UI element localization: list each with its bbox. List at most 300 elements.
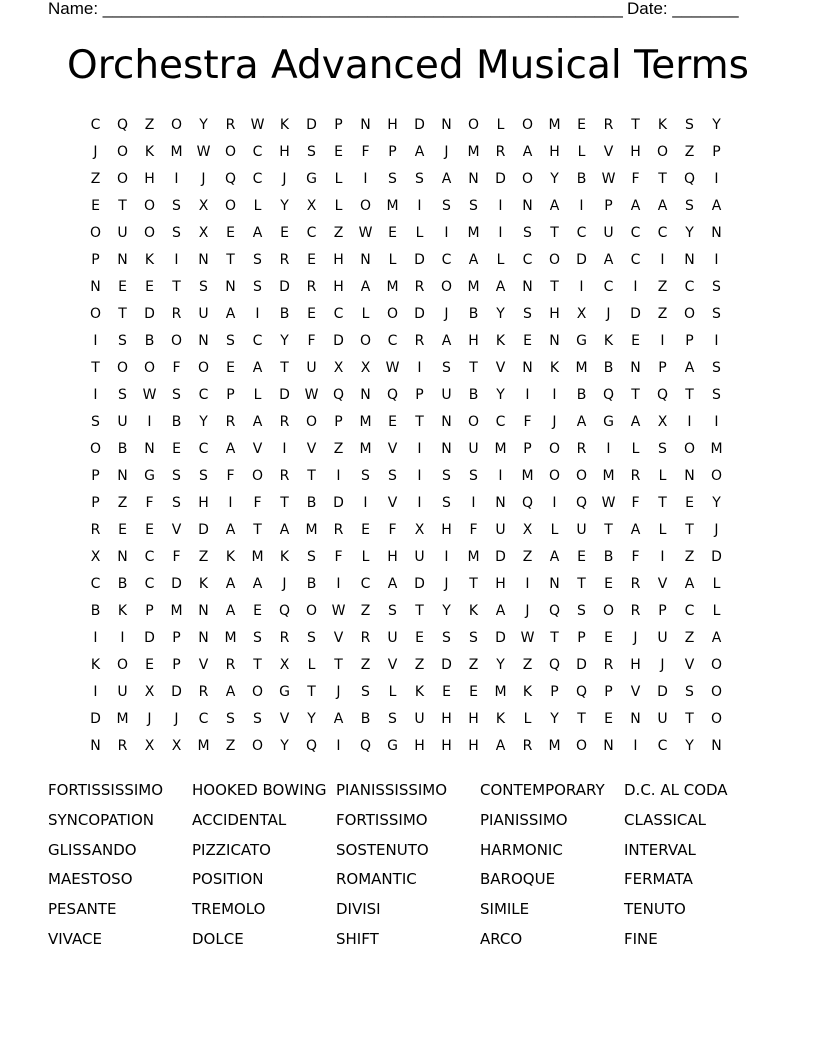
grid-letter[interactable]: I [363,171,368,187]
grid-letter[interactable]: S [577,603,586,619]
grid-letter[interactable]: O [170,333,183,349]
grid-letter[interactable]: S [172,468,181,484]
grid-letter[interactable]: Q [521,495,534,511]
grid-letter[interactable]: M [170,603,183,619]
grid-letter[interactable]: I [660,333,665,349]
grid-letter[interactable]: V [387,495,398,511]
grid-letter[interactable]: S [442,360,451,376]
grid-letter[interactable]: G [603,414,614,430]
grid-letter[interactable]: E [604,630,613,646]
grid-letter[interactable]: R [522,738,533,754]
grid-letter[interactable]: T [631,117,640,133]
grid-letter[interactable]: I [579,198,584,214]
grid-letter[interactable]: H [468,333,479,349]
grid-letter[interactable]: Q [224,171,237,187]
grid-letter[interactable]: O [197,360,210,376]
grid-letter[interactable]: S [469,198,478,214]
grid-letter[interactable]: S [658,441,667,457]
grid-letter[interactable]: V [279,711,290,727]
grid-letter[interactable]: O [548,441,561,457]
grid-letter[interactable]: X [198,198,209,214]
grid-letter[interactable]: O [467,117,480,133]
grid-letter[interactable]: S [253,711,262,727]
grid-letter[interactable]: E [307,252,316,268]
grid-letter[interactable]: S [442,630,451,646]
grid-letter[interactable]: B [306,495,317,511]
grid-letter[interactable]: X [360,360,371,376]
grid-letter[interactable]: J [93,144,98,160]
grid-letter[interactable]: B [603,360,614,376]
grid-letter[interactable]: A [684,576,695,592]
grid-letter[interactable]: P [604,198,613,214]
grid-letter[interactable]: C [657,225,668,241]
grid-letter[interactable]: I [498,198,503,214]
grid-letter[interactable]: I [687,414,692,430]
grid-letter[interactable]: Z [468,657,479,673]
grid-letter[interactable]: E [280,225,289,241]
grid-letter[interactable]: I [579,279,584,295]
grid-letter[interactable]: V [171,522,182,538]
grid-letter[interactable]: K [144,144,155,160]
grid-letter[interactable]: T [118,306,127,322]
grid-letter[interactable]: D [576,252,587,268]
grid-letter[interactable]: S [172,495,181,511]
grid-letter[interactable]: S [442,495,451,511]
grid-letter[interactable]: N [630,711,641,727]
grid-letter[interactable]: N [198,630,209,646]
grid-letter[interactable]: W [250,117,265,133]
grid-letter[interactable]: T [415,603,424,619]
grid-letter[interactable]: E [307,306,316,322]
grid-letter[interactable]: C [333,306,344,322]
grid-letter[interactable]: N [522,198,533,214]
grid-letter[interactable]: I [174,252,179,268]
grid-letter[interactable]: D [333,333,344,349]
grid-letter[interactable]: T [550,279,559,295]
grid-letter[interactable]: K [225,549,236,565]
grid-letter[interactable]: S [118,387,127,403]
grid-letter[interactable]: P [550,684,559,700]
grid-letter[interactable]: R [630,576,641,592]
grid-letter[interactable]: V [306,441,317,457]
grid-letter[interactable]: P [658,603,667,619]
grid-letter[interactable]: R [603,657,614,673]
grid-letter[interactable]: N [117,549,128,565]
grid-letter[interactable]: R [117,738,128,754]
grid-letter[interactable]: N [603,738,614,754]
grid-letter[interactable]: C [144,576,155,592]
grid-letter[interactable]: X [657,414,668,430]
grid-letter[interactable]: R [306,279,317,295]
grid-letter[interactable]: D [279,279,290,295]
grid-letter[interactable]: I [417,360,422,376]
grid-letter[interactable]: S [253,252,262,268]
grid-letter[interactable]: B [468,387,479,403]
grid-letter[interactable]: S [172,198,181,214]
grid-letter[interactable]: A [441,171,452,187]
grid-letter[interactable]: K [468,603,479,619]
grid-letter[interactable]: I [714,414,719,430]
grid-letter[interactable]: I [471,495,476,511]
grid-letter[interactable]: E [226,360,235,376]
grid-letter[interactable]: C [522,252,533,268]
grid-letter[interactable]: X [306,198,317,214]
grid-letter[interactable]: N [441,117,452,133]
grid-letter[interactable]: I [444,225,449,241]
grid-letter[interactable]: K [495,711,506,727]
grid-letter[interactable]: Z [90,171,101,187]
grid-letter[interactable]: S [361,468,370,484]
grid-letter[interactable]: A [333,711,344,727]
grid-letter[interactable]: E [361,522,370,538]
grid-letter[interactable]: Y [685,738,694,754]
grid-letter[interactable]: E [631,333,640,349]
grid-letter[interactable]: G [387,738,398,754]
grid-letter[interactable]: H [495,576,506,592]
grid-letter[interactable]: U [117,225,128,241]
grid-letter[interactable]: T [415,414,424,430]
grid-letter[interactable]: J [552,414,557,430]
grid-letter[interactable]: W [601,495,616,511]
grid-letter[interactable]: S [199,279,208,295]
grid-letter[interactable]: D [144,306,155,322]
grid-letter[interactable]: N [684,468,695,484]
grid-letter[interactable]: T [685,711,694,727]
grid-letter[interactable]: H [387,117,398,133]
grid-letter[interactable]: A [225,522,236,538]
grid-letter[interactable]: C [684,279,695,295]
grid-letter[interactable]: P [334,414,343,430]
grid-letter[interactable]: W [142,387,157,403]
grid-letter[interactable]: U [387,630,398,646]
grid-letter[interactable]: S [307,144,316,160]
grid-letter[interactable]: Z [414,657,425,673]
grid-letter[interactable]: I [714,252,719,268]
grid-letter[interactable]: N [198,333,209,349]
grid-letter[interactable]: Z [522,549,533,565]
grid-letter[interactable]: I [363,495,368,511]
grid-letter[interactable]: B [576,171,587,187]
grid-letter[interactable]: J [525,603,530,619]
grid-letter[interactable]: L [523,711,532,727]
grid-letter[interactable]: K [117,603,128,619]
grid-letter[interactable]: V [387,657,398,673]
grid-letter[interactable]: P [388,144,397,160]
grid-letter[interactable]: S [388,171,397,187]
grid-letter[interactable]: W [331,603,346,619]
grid-letter[interactable]: V [495,360,506,376]
date-field[interactable]: Date: _______ [627,0,739,18]
grid-letter[interactable]: D [495,549,506,565]
grid-letter[interactable]: A [387,576,398,592]
grid-letter[interactable]: S [226,711,235,727]
grid-letter[interactable]: S [712,279,721,295]
grid-letter[interactable]: O [359,198,372,214]
grid-letter[interactable]: L [577,144,586,160]
grid-letter[interactable]: T [469,576,478,592]
grid-letter[interactable]: T [253,657,262,673]
grid-letter[interactable]: D [414,117,425,133]
grid-letter[interactable]: D [306,117,317,133]
grid-letter[interactable]: H [333,279,344,295]
grid-letter[interactable]: R [630,468,641,484]
grid-letter[interactable]: S [469,468,478,484]
grid-letter[interactable]: S [388,468,397,484]
grid-letter[interactable]: N [522,360,533,376]
grid-letter[interactable]: H [279,144,290,160]
grid-letter[interactable]: F [469,522,478,538]
grid-letter[interactable]: G [279,684,290,700]
grid-letter[interactable]: O [143,360,156,376]
grid-letter[interactable]: H [144,171,155,187]
grid-letter[interactable]: A [252,576,263,592]
grid-letter[interactable]: Q [278,603,291,619]
grid-letter[interactable]: L [307,657,316,673]
grid-letter[interactable]: U [414,549,425,565]
grid-letter[interactable]: U [603,225,614,241]
grid-letter[interactable]: C [252,333,263,349]
grid-letter[interactable]: A [225,306,236,322]
grid-letter[interactable]: I [93,630,98,646]
grid-letter[interactable]: T [685,387,694,403]
grid-letter[interactable]: L [496,117,505,133]
grid-letter[interactable]: I [633,738,638,754]
grid-letter[interactable]: V [198,657,209,673]
grid-letter[interactable]: D [441,657,452,673]
grid-letter[interactable]: C [252,144,263,160]
grid-letter[interactable]: S [388,711,397,727]
grid-letter[interactable]: C [630,225,641,241]
grid-letter[interactable]: I [660,252,665,268]
grid-letter[interactable]: D [171,684,182,700]
grid-letter[interactable]: O [521,117,534,133]
grid-letter[interactable]: I [498,225,503,241]
grid-letter[interactable]: Z [360,603,371,619]
grid-letter[interactable]: N [711,738,722,754]
grid-letter[interactable]: H [630,657,641,673]
grid-letter[interactable]: O [386,306,399,322]
grid-letter[interactable]: J [174,711,179,727]
grid-letter[interactable]: B [279,306,290,322]
grid-letter[interactable]: A [495,738,506,754]
grid-letter[interactable]: J [336,684,341,700]
grid-letter[interactable]: R [630,603,641,619]
grid-letter[interactable]: F [631,171,640,187]
grid-letter[interactable]: W [196,144,211,160]
grid-letter[interactable]: S [469,630,478,646]
grid-letter[interactable]: S [712,387,721,403]
grid-letter[interactable]: Z [657,279,668,295]
grid-letter[interactable]: S [685,684,694,700]
grid-letter[interactable]: I [336,468,341,484]
grid-letter[interactable]: I [714,333,719,349]
grid-letter[interactable]: R [414,279,425,295]
grid-letter[interactable]: L [253,387,262,403]
grid-letter[interactable]: E [388,225,397,241]
grid-letter[interactable]: K [198,576,209,592]
grid-letter[interactable]: F [631,495,640,511]
grid-letter[interactable]: T [658,495,667,511]
grid-letter[interactable]: E [145,279,154,295]
grid-letter[interactable]: M [170,144,183,160]
grid-letter[interactable]: J [633,630,638,646]
grid-letter[interactable]: X [144,684,155,700]
grid-letter[interactable]: X [333,360,344,376]
grid-letter[interactable]: C [657,738,668,754]
grid-letter[interactable]: O [683,441,696,457]
grid-letter[interactable]: Z [684,549,695,565]
grid-letter[interactable]: N [117,252,128,268]
grid-letter[interactable]: S [442,198,451,214]
grid-letter[interactable]: E [604,576,613,592]
grid-letter[interactable]: Y [442,603,451,619]
grid-letter[interactable]: M [602,468,615,484]
grid-letter[interactable]: L [253,198,262,214]
grid-letter[interactable]: O [116,360,129,376]
grid-letter[interactable]: I [714,171,719,187]
grid-letter[interactable]: O [359,333,372,349]
grid-letter[interactable]: K [603,333,614,349]
grid-letter[interactable]: X [144,738,155,754]
grid-letter[interactable]: P [91,468,100,484]
grid-letter[interactable]: Z [522,657,533,673]
grid-letter[interactable]: J [714,522,719,538]
grid-letter[interactable]: H [468,738,479,754]
grid-letter[interactable]: S [172,225,181,241]
grid-letter[interactable]: I [552,387,557,403]
grid-letter[interactable]: O [305,414,318,430]
grid-letter[interactable]: N [360,387,371,403]
grid-letter[interactable]: A [225,576,236,592]
grid-letter[interactable]: T [118,198,127,214]
grid-letter[interactable]: U [306,360,317,376]
grid-letter[interactable]: Z [333,441,344,457]
grid-letter[interactable]: E [145,522,154,538]
grid-letter[interactable]: D [333,495,344,511]
grid-letter[interactable]: F [172,360,181,376]
grid-letter[interactable]: R [279,630,290,646]
grid-letter[interactable]: M [548,117,561,133]
grid-letter[interactable]: P [523,441,532,457]
grid-letter[interactable]: A [225,603,236,619]
grid-letter[interactable]: J [282,576,287,592]
grid-letter[interactable]: T [658,171,667,187]
grid-letter[interactable]: D [576,657,587,673]
grid-letter[interactable]: X [576,306,587,322]
grid-letter[interactable]: O [575,468,588,484]
grid-letter[interactable]: I [336,738,341,754]
grid-letter[interactable]: Y [496,387,505,403]
grid-letter[interactable]: A [630,522,641,538]
grid-letter[interactable]: L [658,522,667,538]
grid-letter[interactable]: R [279,414,290,430]
grid-letter[interactable]: E [226,225,235,241]
grid-letter[interactable]: Q [116,117,129,133]
grid-letter[interactable]: N [549,333,560,349]
grid-letter[interactable]: U [117,414,128,430]
grid-letter[interactable]: E [118,522,127,538]
grid-letter[interactable]: W [358,225,373,241]
grid-letter[interactable]: I [633,279,638,295]
grid-letter[interactable]: U [576,522,587,538]
grid-letter[interactable]: P [604,684,613,700]
grid-letter[interactable]: B [90,603,101,619]
grid-letter[interactable]: B [360,711,371,727]
grid-letter[interactable]: G [306,171,317,187]
grid-letter[interactable]: I [552,495,557,511]
grid-letter[interactable]: L [361,306,370,322]
grid-letter[interactable]: M [197,738,210,754]
grid-letter[interactable]: B [468,306,479,322]
grid-letter[interactable]: T [550,630,559,646]
grid-letter[interactable]: Z [360,657,371,673]
grid-letter[interactable]: N [90,279,101,295]
grid-letter[interactable]: D [90,711,101,727]
grid-letter[interactable]: S [307,549,316,565]
grid-letter[interactable]: M [224,630,237,646]
grid-letter[interactable]: O [251,468,264,484]
grid-letter[interactable]: H [387,549,398,565]
grid-letter[interactable]: N [198,603,209,619]
grid-letter[interactable]: H [630,144,641,160]
grid-letter[interactable]: Q [359,738,372,754]
grid-letter[interactable]: T [469,360,478,376]
grid-letter[interactable]: Y [712,117,721,133]
grid-letter[interactable]: E [469,684,478,700]
grid-letter[interactable]: V [603,144,614,160]
grid-letter[interactable]: X [90,549,101,565]
grid-letter[interactable]: O [521,171,534,187]
grid-letter[interactable]: R [225,657,236,673]
grid-letter[interactable]: S [415,171,424,187]
grid-letter[interactable]: I [93,333,98,349]
grid-letter[interactable]: M [521,468,534,484]
grid-letter[interactable]: S [172,387,181,403]
grid-letter[interactable]: O [710,468,723,484]
grid-letter[interactable]: A [549,198,560,214]
grid-letter[interactable]: A [468,252,479,268]
grid-letter[interactable]: A [711,630,722,646]
grid-letter[interactable]: P [658,360,667,376]
grid-letter[interactable]: E [118,279,127,295]
grid-letter[interactable]: O [89,306,102,322]
grid-letter[interactable]: P [685,333,694,349]
grid-letter[interactable]: S [253,279,262,295]
grid-letter[interactable]: M [386,279,399,295]
grid-letter[interactable]: U [495,522,506,538]
grid-letter[interactable]: H [441,711,452,727]
grid-letter[interactable]: K [144,252,155,268]
grid-letter[interactable]: K [414,684,425,700]
grid-letter[interactable]: G [144,468,155,484]
grid-letter[interactable]: H [441,522,452,538]
grid-letter[interactable]: U [468,441,479,457]
grid-letter[interactable]: R [495,144,506,160]
grid-letter[interactable]: Q [575,684,588,700]
grid-letter[interactable]: N [522,279,533,295]
grid-letter[interactable]: T [280,495,289,511]
grid-letter[interactable]: S [361,684,370,700]
grid-letter[interactable]: C [144,549,155,565]
grid-letter[interactable]: Y [496,657,505,673]
grid-letter[interactable]: Y [280,333,289,349]
grid-letter[interactable]: S [685,117,694,133]
grid-letter[interactable]: F [334,549,343,565]
grid-letter[interactable]: U [198,306,209,322]
grid-letter[interactable]: N [630,360,641,376]
grid-letter[interactable]: F [172,549,181,565]
grid-letter[interactable]: I [282,441,287,457]
